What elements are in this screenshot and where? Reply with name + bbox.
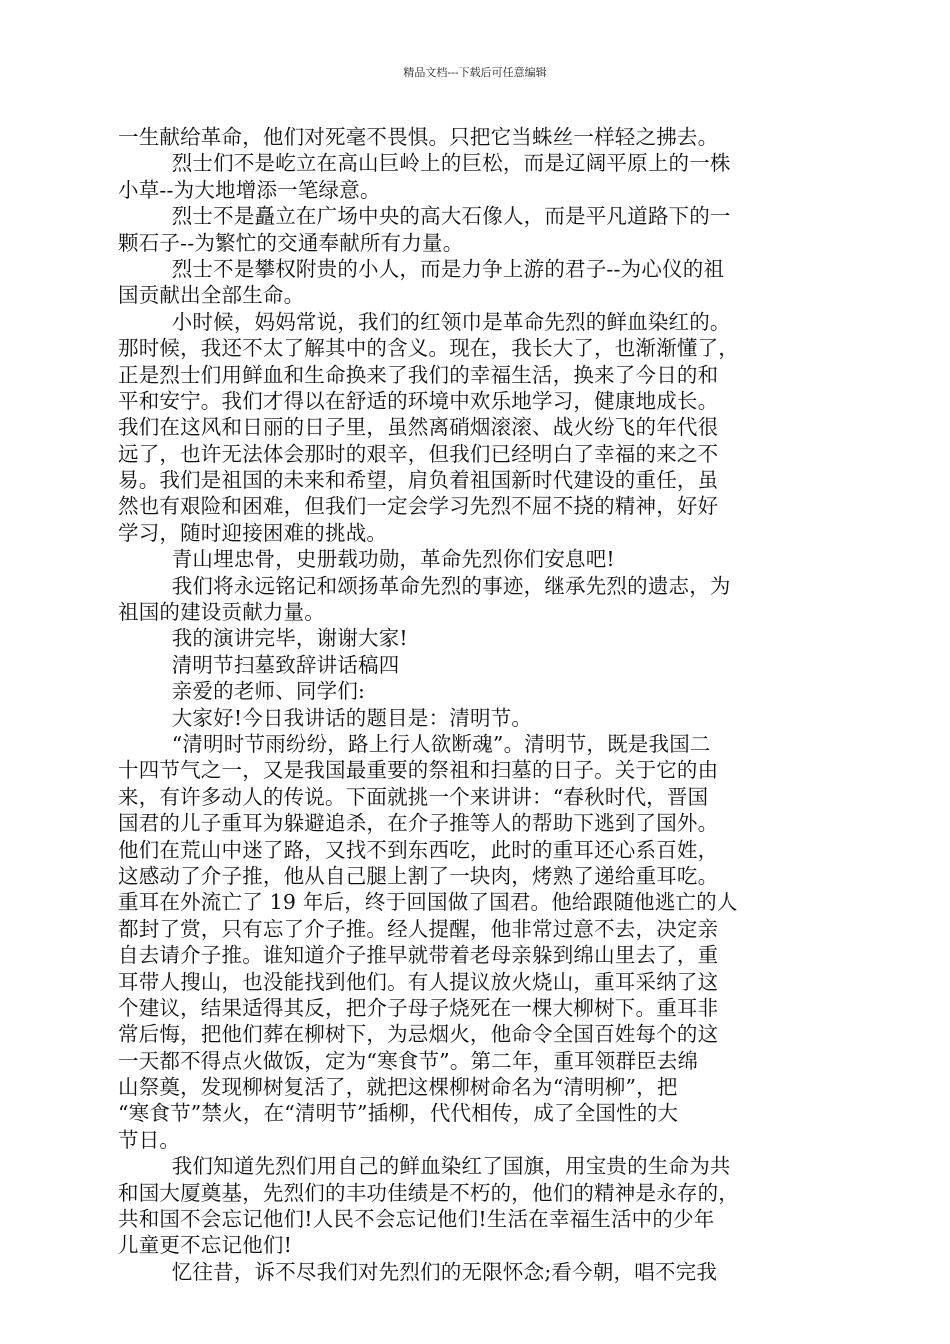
text-line: 易。我们是祖国的未来和希望，肩负着祖国新时代建设的重任，虽 <box>118 468 719 493</box>
text-line: 远了，也许无法体会那时的艰辛，但我们已经明白了幸福的来之不 <box>118 441 719 466</box>
text-line: 我们在这风和日丽的日子里，虽然离硝烟滚滚、战火纷飞的年代很 <box>118 415 719 440</box>
text-line: 共和国不会忘记他们!人民不会忘记他们!生活在幸福生活中的少年 <box>118 1207 715 1232</box>
text-line: 这感动了介子推，他从自己腿上割了一块肉，烤熟了递给重耳吃。 <box>118 863 719 888</box>
document-body <box>118 124 812 1285</box>
text-line: 个建议，结果适得其反，把介子母子烧死在一棵大柳树下。重耳非 <box>118 995 719 1020</box>
text-line: 一生献给革命，他们对死毫不畏惧。只把它当蛛丝一样轻之拂去。 <box>118 125 719 149</box>
text-line: 儿童更不忘记他们! <box>118 1233 293 1258</box>
text-line: 小时候，妈妈常说，我们的红领巾是革命先烈的鲜血染红的。 <box>118 309 731 334</box>
text-line: 耳带人搜山，也没能找到他们。有人提议放火烧山，重耳采纳了这 <box>118 969 719 994</box>
text-line: 平和安宁。我们才得以在舒适的环境中欢乐地学习，健康地成长。 <box>118 388 719 413</box>
text-line: 一天都不得点火做饭，定为“寒食节”。第二年，重耳领群臣去绵 <box>118 1048 699 1073</box>
text-line: 节日。 <box>118 1127 181 1152</box>
text-line: “寒食节”禁火，在“清明节”插柳，代代相传，成了全国性的大 <box>118 1101 679 1126</box>
text-line: 他们在荒山中迷了路，又找不到东西吃，此时的重耳还心系百姓， <box>118 837 719 862</box>
page-header: 精品文档---下载后可任意编辑 <box>403 66 547 79</box>
text-line: 常后悔，把他们葬在柳树下，为忌烟火，他命令全国百姓每个的这 <box>118 1022 719 1047</box>
text-line: “清明时节雨纷纷，路上行人欲断魂”。清明节，既是我国二 <box>118 731 711 756</box>
text-line: 山祭奠，发现柳树复活了，就把这棵柳树命名为“清明柳”，把 <box>118 1075 678 1100</box>
text-line: 正是烈士们用鲜血和生命换来了我们的幸福生活，换来了今日的和 <box>118 362 719 387</box>
text-line: 烈士不是矗立在广场中央的高大石像人，而是平凡道路下的一 <box>118 204 731 229</box>
text-line: 重耳在外流亡了 19 年后，终于回国做了国君。他给跟随他逃亡的人 <box>118 890 738 915</box>
text-line: 我们知道先烈们用自己的鲜血染红了国旗，用宝贵的生命为共 <box>118 1154 731 1179</box>
text-line: 和国大厦奠基，先烈们的丰功佳绩是不朽的，他们的精神是永存的， <box>118 1180 739 1205</box>
text-line: 国君的儿子重耳为躲避追杀，在介子推等人的帮助下逃到了国外。 <box>118 811 719 836</box>
text-line: 学习，随时迎接困难的挑战。 <box>118 520 388 545</box>
text-line: 我的演讲完毕，谢谢大家! <box>118 626 408 651</box>
text-line: 来，有许多动人的传说。下面就挑一个来讲讲：“春秋时代，晋国 <box>118 784 709 809</box>
text-line: 颗石子--为繁忙的交通奉献所有力量。 <box>118 230 464 255</box>
text-line: 都封了赏，只有忘了介子推。经人提醒，他非常过意不去，决定亲 <box>118 916 719 941</box>
text-line: 自去请介子推。谁知道介子推早就带着老母亲躲到绵山里去了，重 <box>118 943 719 968</box>
text-line: 大家好!今日我讲话的题目是：清明节。 <box>118 705 533 730</box>
text-line: 青山埋忠骨，史册载功勋，革命先烈你们安息吧! <box>118 547 615 572</box>
text-line: 祖国的建设贡献力量。 <box>118 600 325 625</box>
text-line: 我们将永远铭记和颂扬革命先烈的事迹，继承先烈的遗志，为 <box>118 573 731 598</box>
text-line: 亲爱的老师、同学们: <box>118 679 366 704</box>
text-line: 那时候，我还不太了解其中的含义。现在，我长大了，也渐渐懂了， <box>118 336 739 361</box>
text-line: 十四节气之一，又是我国最重要的祭祖和扫墓的日子。关于它的由 <box>118 758 719 783</box>
text-line: 烈士们不是屹立在高山巨岭上的巨松，而是辽阔平原上的一株 <box>118 151 731 176</box>
text-line: 然也有艰险和困难，但我们一定会学习先烈不屈不挠的精神，好好 <box>118 494 719 519</box>
text-line: 小草--为大地增添一笔绿意。 <box>118 177 381 202</box>
text-line: 国贡献出全部生命。 <box>118 283 305 308</box>
section-heading: 清明节扫墓致辞讲话稿四 <box>118 652 400 677</box>
text-line: 忆往昔，诉不尽我们对先烈们的无限怀念;看今朝，唱不完我 <box>118 1259 718 1284</box>
text-line: 烈士不是攀权附贵的小人，而是力争上游的君子--为心仪的祖 <box>118 256 725 281</box>
